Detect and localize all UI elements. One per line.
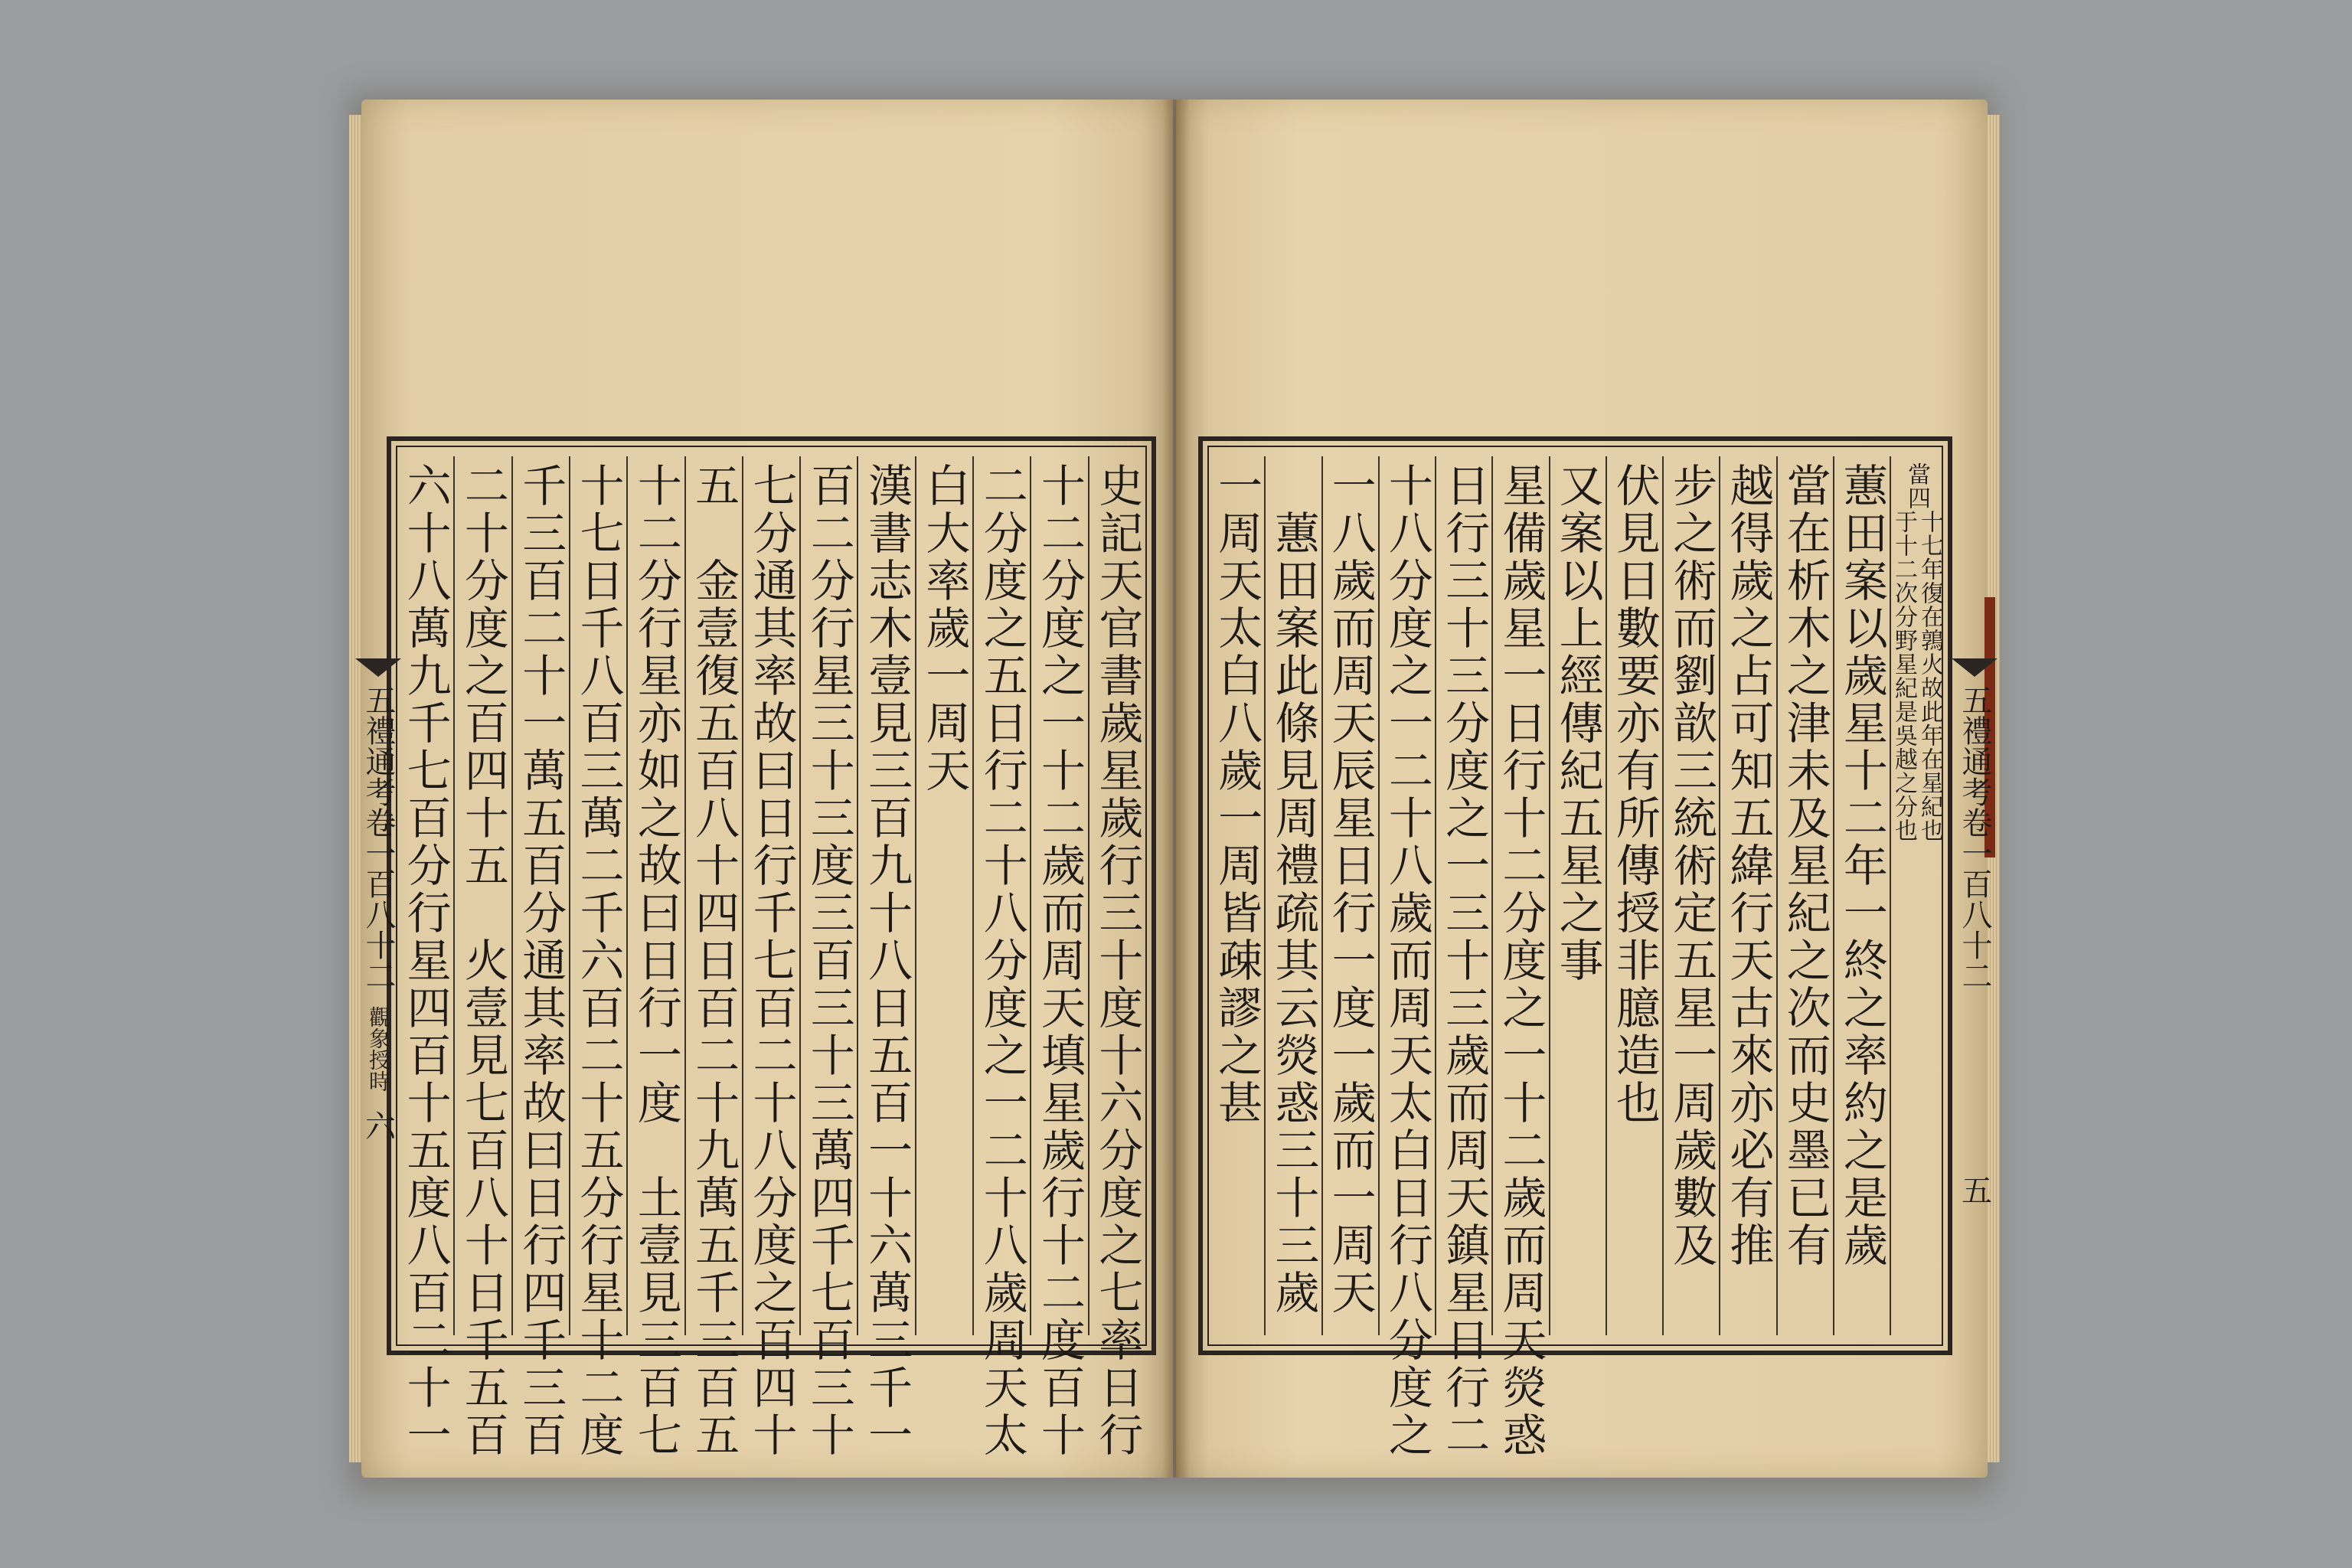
left-column-text: 七分通其率故曰日行千七百二十八分度之百四十 (745, 462, 798, 1459)
right-text-column (1719, 456, 1775, 1335)
left-text-column (1088, 456, 1145, 1459)
left-column-text: 千三百二十一萬五百分通其率故曰日行四千三百 (514, 462, 567, 1459)
left-column-text: 十七日千八百三萬二千六百二十五分行星十二度 (572, 462, 625, 1459)
left-folio-number: 六 (360, 1110, 396, 1141)
left-text-column (972, 456, 1030, 1459)
right-text-column (1833, 456, 1890, 1335)
right-text-column (1264, 456, 1321, 1335)
fish-tail-icon (355, 658, 401, 677)
left-column-text: 史記天官書歲星歲行三十度十六分度之七率日行 (1091, 462, 1144, 1459)
right-text-column (1662, 456, 1719, 1335)
right-text-column (1606, 456, 1662, 1335)
left-column-text: 白大率歲一周天 (918, 462, 971, 795)
right-column-text: 蕙田案此條見周禮疏其云熒惑三十三歲 (1267, 462, 1320, 1317)
right-column-text: 當在析木之津未及星紀之次而史墨已有 (1779, 462, 1831, 1269)
annotation-marker: 當四 (1903, 462, 1930, 510)
left-column-text: 百二分行星三十三度三百三十三萬四千七百三十 (802, 462, 855, 1459)
right-text-column (1491, 456, 1548, 1459)
left-text-column (684, 456, 742, 1459)
left-text-column (799, 456, 857, 1459)
right-text-frame (1198, 436, 1952, 1459)
right-column-text: 一八歲而周天辰星日行一度一歲而一周天 (1324, 462, 1377, 1317)
right-folio-number: 五 (1956, 1174, 1992, 1205)
left-text-frame (387, 436, 1156, 1459)
left-columns (397, 456, 1145, 1459)
right-margin-title: 五禮通考卷一百八十二 (1957, 684, 1992, 991)
right-annotation-column (1890, 456, 1942, 1335)
left-column-text: 十二分度之一十二歲而周天填星歲行十二度百十 (1034, 462, 1086, 1459)
right-text-column (1209, 456, 1264, 1335)
right-column-text: 越得歲之占可知五緯行天古來亦必有推 (1722, 462, 1775, 1269)
right-column-text: 伏見日數要亦有所傳授非臆造也 (1608, 462, 1661, 1127)
annotation-line: 十七年復在鶉火故此年在星紀也 (1916, 510, 1943, 842)
right-column-text: 日行三十三分度之一三十三歲而周天鎮星日行二 (1438, 462, 1491, 1459)
left-block-center (348, 658, 408, 1240)
left-text-column (626, 456, 684, 1459)
right-column-text: 又案以上經傳紀五星之事 (1551, 462, 1604, 985)
left-column-text: 五 金壹復五百八十四日百二十九萬五千三百五 (688, 462, 740, 1459)
right-columns (1209, 456, 1943, 1459)
left-text-column (915, 456, 972, 1335)
fish-tail-icon (1952, 658, 1998, 677)
left-column-text: 漢書志木壹見三百九十八日五百一十六萬三千一 (861, 462, 913, 1459)
left-margin-subtitle: 觀象授時 (366, 1006, 391, 1092)
left-text-column (1030, 456, 1087, 1459)
left-column-text: 六十八萬九千七百分行星四百十五度八百二十一 (399, 462, 452, 1459)
left-text-column (857, 456, 914, 1459)
right-column-text: 星備歲星一日行十二分度之一十二歲而周天熒惑 (1494, 462, 1547, 1459)
annotation-line: 于十二次分野星紀是吳越之分也 (1890, 510, 1917, 842)
right-column-text: 蕙田案以歲星十二年一終之率約之是歲 (1835, 462, 1888, 1269)
left-margin-title: 五禮通考卷一百八十二 (361, 684, 396, 991)
left-text-column (511, 456, 569, 1459)
right-column-text: 步之術而劉歆三統術定五星一周歲數及 (1665, 462, 1718, 1269)
right-column-text: 十八分度之一二十八歲而周天太白日行八分度之 (1380, 462, 1433, 1459)
left-column-text: 二分度之五日行二十八分度之一二十八歲周天太 (975, 462, 1028, 1459)
left-text-column (453, 456, 511, 1459)
right-text-column (1549, 456, 1606, 1335)
right-text-column (1435, 456, 1491, 1459)
right-block-center (1945, 658, 2004, 1240)
book-gutter (1162, 100, 1190, 1478)
right-text-column (1776, 456, 1833, 1335)
right-text-column (1321, 456, 1378, 1335)
left-column-text: 二十分度之百四十五 火壹見七百八十日千五百 (456, 462, 509, 1459)
left-text-column (742, 456, 799, 1459)
right-text-column (1378, 456, 1435, 1459)
left-text-column (569, 456, 626, 1459)
right-column-text: 一周天太白八歲一周皆疎謬之甚 (1210, 462, 1263, 1127)
left-column-text: 十二分行星亦如之故曰日行一度 土壹見三百七 (629, 462, 682, 1459)
